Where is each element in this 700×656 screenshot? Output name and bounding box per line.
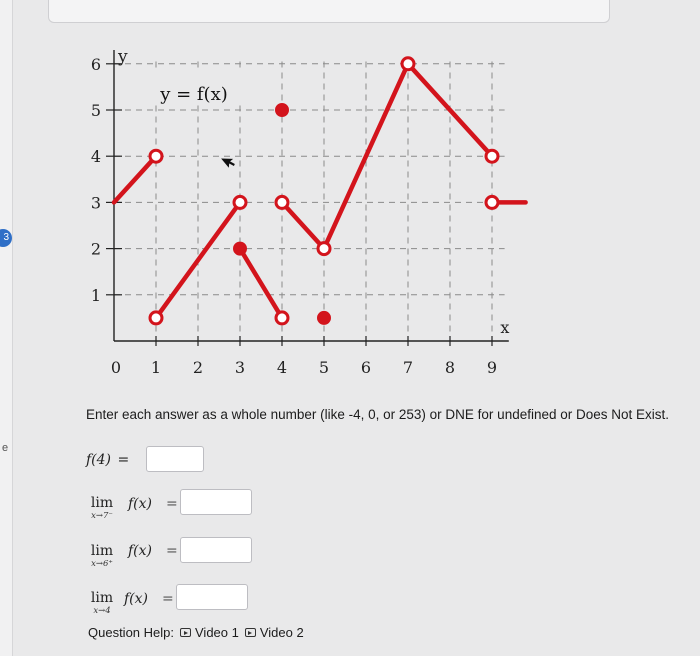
open-point	[150, 312, 162, 324]
play-icon	[245, 628, 256, 637]
open-point	[150, 150, 162, 162]
top-panel	[48, 0, 610, 23]
question-number-badge[interactable]: 3	[0, 229, 12, 247]
video-2-link[interactable]	[245, 625, 304, 640]
lim-subscript: x→6⁺	[91, 559, 113, 569]
limit-equals-q4: =	[162, 591, 174, 607]
answer-input-f4[interactable]	[146, 446, 204, 472]
limit-equals-q3: =	[166, 543, 178, 559]
lim-word: lim	[90, 590, 114, 606]
open-point	[276, 196, 288, 208]
open-point	[276, 312, 288, 324]
limit-expr-q2: f(x)	[128, 496, 153, 512]
y-tick-label: 2	[90, 239, 102, 259]
x-tick-label: 2	[192, 358, 204, 377]
open-point	[234, 196, 246, 208]
x-tick-label: 7	[402, 358, 414, 377]
lim-subscript: x→7⁻	[91, 511, 113, 521]
open-point	[318, 243, 330, 255]
play-icon	[180, 628, 191, 637]
lim-subscript: x→4	[93, 606, 111, 616]
open-point	[486, 150, 498, 162]
x-axis-label: x	[500, 318, 510, 337]
x-tick-label: 4	[276, 358, 288, 377]
y-tick-label: 1	[90, 285, 102, 305]
video-2-label: Video 2	[259, 625, 304, 640]
closed-point	[234, 242, 247, 255]
limit-expr-q4: f(x)	[124, 591, 149, 607]
question-f4-label	[86, 452, 131, 468]
lim-word: lim	[90, 543, 114, 559]
question-f4-expr: f(4)	[86, 452, 112, 468]
function-segment	[240, 249, 282, 318]
limit-label-q4	[88, 590, 116, 616]
question-help-label: Question Help:	[88, 625, 174, 640]
closed-point	[318, 311, 331, 324]
question-f4-equals: =	[117, 452, 130, 468]
answer-input-lim-x-7-left[interactable]	[180, 489, 252, 515]
x-tick-label: 9	[486, 358, 498, 377]
left-margin-letter: e	[2, 442, 9, 454]
x-tick-label: 1	[150, 358, 162, 377]
limit-label-q3	[88, 543, 116, 569]
video-1-link[interactable]	[180, 625, 239, 640]
answer-input-lim-x-4[interactable]	[176, 584, 248, 610]
open-point	[402, 58, 414, 70]
limit-label-q2	[88, 495, 116, 521]
question-help	[88, 625, 304, 640]
x-tick-label: 3	[234, 358, 246, 377]
x-tick-label: 8	[444, 358, 456, 377]
answer-input-lim-x-6-right[interactable]	[180, 537, 252, 563]
y-tick-label: 6	[90, 54, 102, 74]
instructions-text: Enter each answer as a whole number (like -4, 0, or 253) or DNE for undefined or Does Not Exist.	[86, 407, 670, 422]
video-1-label: Video 1	[195, 625, 239, 640]
function-label: y = f(x)	[160, 84, 228, 106]
left-margin	[0, 0, 13, 656]
y-tick-label: 3	[90, 193, 102, 213]
function-segment	[114, 156, 156, 202]
closed-point	[276, 104, 289, 117]
function-graph	[76, 48, 546, 388]
open-point	[486, 196, 498, 208]
lim-word: lim	[90, 495, 114, 511]
graph-svg	[76, 48, 546, 388]
limit-expr-q3: f(x)	[128, 543, 153, 559]
y-axis-label: y	[118, 48, 128, 67]
y-tick-label: 5	[90, 101, 102, 120]
x-tick-label: 0	[110, 358, 122, 377]
mouse-cursor-icon	[221, 153, 237, 170]
x-tick-label: 5	[318, 358, 330, 377]
limit-equals-q2: =	[166, 496, 178, 512]
y-tick-label: 4	[90, 147, 102, 167]
x-tick-label: 6	[360, 358, 372, 377]
